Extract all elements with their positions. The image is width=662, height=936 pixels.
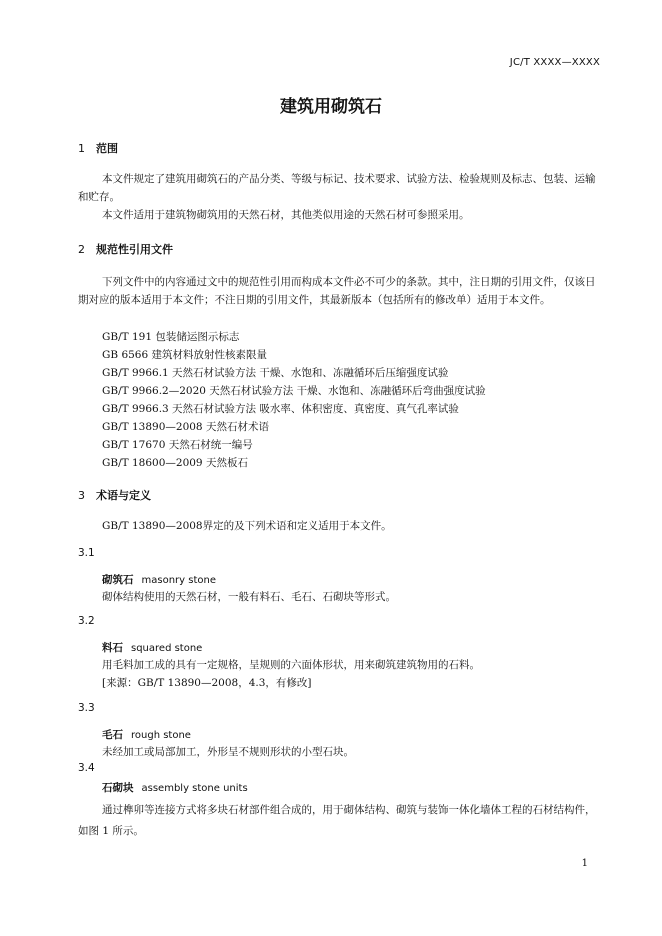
clause-number: 3.1 xyxy=(78,547,95,559)
clause-number: 3.3 xyxy=(78,702,95,714)
term-definition: 通过榫卯等连接方式将多块石材部件组合成的，用于砌体结构、砌筑与装饰一体化墙体工程的石材结构件，如图 1 所示。 xyxy=(78,804,596,837)
term-definition: 未经加工或局部加工，外形呈不规则形状的小型石块。 xyxy=(102,746,354,758)
term-definition: 砌体结构使用的天然石材，一般有料石、毛石、石砌块等形式。 xyxy=(102,591,396,603)
term-en: masonry stone xyxy=(141,575,216,586)
scope-paragraph-2: 本文件适用于建筑物砌筑用的天然石材，其他类似用途的天然石材可参照采用。 xyxy=(102,209,470,221)
clause-number: 3.2 xyxy=(78,615,95,627)
term-heading xyxy=(102,727,191,742)
reference-item: GB/T 17670 天然石材统一编号 xyxy=(102,439,253,451)
term-heading xyxy=(102,640,202,655)
section-title: 术语与定义 xyxy=(96,489,151,502)
section-title: 范围 xyxy=(96,142,118,155)
section-1-heading xyxy=(78,140,118,156)
term-heading xyxy=(102,572,216,587)
section-number: 1 xyxy=(78,142,85,155)
term-en: rough stone xyxy=(131,730,191,741)
page-code: JC/T XXXX—XXXX xyxy=(509,57,600,68)
references-intro: 下列文件中的内容通过文中的规范性引用而构成本文件必不可少的条款。其中，注日期的引用文件，仅该日期对应的版本适用于本文件；不注日期的引用文件，其最新版本（包括所有的修改单）适用于本文件。 xyxy=(78,276,596,306)
term-source: [来源：GB/T 13890—2008，4.3，有修改] xyxy=(102,677,312,689)
page-number: 1 xyxy=(581,858,588,869)
term-definition: 用毛料加工成的具有一定规格，呈规则的六面体形状，用来砌筑建筑物用的石料。 xyxy=(102,659,480,671)
section-3-heading xyxy=(78,487,151,503)
scope-paragraph-1: 本文件规定了建筑用砌筑石的产品分类、等级与标记、技术要求、试验方法、检验规则及标志、包装、运输和贮存。 xyxy=(78,173,596,203)
document-title: 建筑用砌筑石 xyxy=(280,97,382,117)
term-en: squared stone xyxy=(131,643,203,654)
reference-item: GB 6566 建筑材料放射性核素限量 xyxy=(102,349,268,361)
term-heading xyxy=(102,780,248,795)
term-zh: 石砌块 xyxy=(102,782,134,794)
term-zh: 毛石 xyxy=(102,729,123,741)
reference-item: GB/T 191 包装储运图示标志 xyxy=(102,331,240,343)
term-en: assembly stone units xyxy=(141,783,248,794)
term-zh: 料石 xyxy=(102,642,123,654)
section-number: 3 xyxy=(78,489,85,502)
reference-item: GB/T 13890—2008 天然石材术语 xyxy=(102,421,269,433)
reference-item: GB/T 18600—2009 天然板石 xyxy=(102,457,248,469)
section-2-heading xyxy=(78,241,173,257)
reference-item: GB/T 9966.1 天然石材试验方法 干燥、水饱和、冻融循环后压缩强度试验 xyxy=(102,367,449,379)
term-zh: 砌筑石 xyxy=(102,574,134,586)
section-number: 2 xyxy=(78,243,85,256)
reference-item: GB/T 9966.3 天然石材试验方法 吸水率、体积密度、真密度、真气孔率试验 xyxy=(102,403,459,415)
section-title: 规范性引用文件 xyxy=(96,243,173,256)
terms-intro: GB/T 13890—2008界定的及下列术语和定义适用于本文件。 xyxy=(102,520,392,532)
reference-item: GB/T 9966.2—2020 天然石材试验方法 干燥、水饱和、冻融循环后弯曲强度试验 xyxy=(102,385,486,397)
clause-number: 3.4 xyxy=(78,762,95,774)
